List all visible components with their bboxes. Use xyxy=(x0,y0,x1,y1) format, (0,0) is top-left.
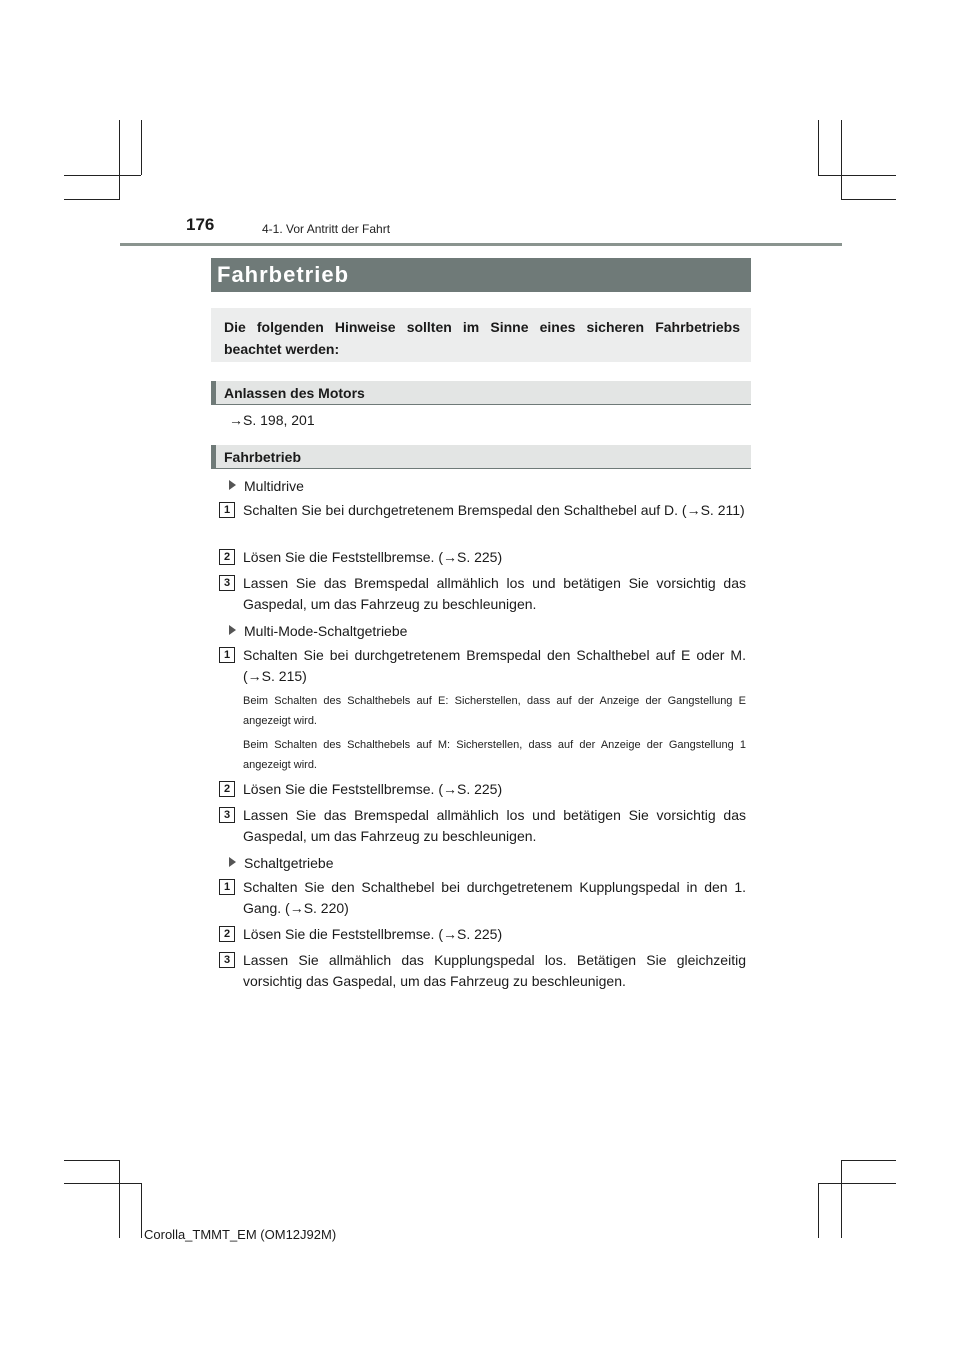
subheading-driving: Fahrbetrieb xyxy=(211,445,751,469)
header-divider xyxy=(120,243,842,246)
crop-mark xyxy=(64,199,119,200)
bullet-multi-mode xyxy=(229,621,407,641)
triangle-bullet-icon xyxy=(229,857,236,867)
crop-mark xyxy=(818,1183,896,1184)
step-number-badge: 2 xyxy=(219,781,235,797)
step-number-badge: 1 xyxy=(219,879,235,895)
crop-mark xyxy=(818,1183,819,1238)
crop-mark xyxy=(141,1183,142,1238)
crop-mark xyxy=(64,175,141,176)
crop-mark xyxy=(818,120,819,175)
step-number-badge: 3 xyxy=(219,807,235,823)
step-number-badge: 1 xyxy=(219,647,235,663)
page-title: Fahrbetrieb xyxy=(211,258,751,292)
step-text: Lassen Sie das Bremspedal allmählich los und betätigen Sie vorsichtig das Gaspedal, um das Fahrzeug zu beschleunigen. xyxy=(243,807,746,844)
crop-mark xyxy=(119,1160,120,1238)
triangle-bullet-icon xyxy=(229,625,236,635)
engine-start-reference: →S. 198, 201 xyxy=(229,412,315,428)
footer-document-id: Corolla_TMMT_EM (OM12J92M) xyxy=(144,1227,337,1242)
intro-text: Die folgenden Hinweise sollten im Sinne eines sicheren Fahrbetriebs beachtet werden: xyxy=(211,308,751,362)
crop-mark xyxy=(841,199,896,200)
bullet-label: Schaltgetriebe xyxy=(244,855,334,871)
step-text: Schalten Sie bei durchgetretenem Bremspedal den Schalthebel auf D. (→S. 211) xyxy=(243,502,745,518)
step-number-badge: 3 xyxy=(219,952,235,968)
crop-mark xyxy=(141,120,142,175)
crop-mark xyxy=(64,1183,141,1184)
triangle-bullet-icon xyxy=(229,480,236,490)
crop-mark xyxy=(64,1160,119,1161)
step-text: Lassen Sie das Bremspedal allmählich los und betätigen Sie vorsichtig das Gaspedal, um das Fahrzeug zu beschleunigen. xyxy=(243,575,746,612)
step-text: Lösen Sie die Feststellbremse. (→S. 225) xyxy=(243,781,503,797)
note-text: Beim Schalten des Schalthebels auf E: Sicherstellen, dass auf der Anzeige der Gangstellung E angezeigt wird. xyxy=(243,695,746,727)
crop-mark xyxy=(841,1160,896,1161)
subheading-engine-start: Anlassen des Motors xyxy=(211,381,751,405)
step-text: Lassen Sie allmählich das Kupplungspedal los. Betätigen Sie gleichzeitig vorsichtig das Gaspedal, um das Fahrzeug zu beschleunigen. xyxy=(243,952,746,989)
step-number-badge: 1 xyxy=(219,502,235,518)
step-text: Schalten Sie den Schalthebel bei durchgetretenem Kupplungspedal in den 1. Gang. (→S. 220) xyxy=(243,879,746,916)
bullet-label: Multi-Mode-Schaltgetriebe xyxy=(244,623,408,639)
bullet-multidrive xyxy=(229,476,304,496)
crop-mark xyxy=(841,120,842,200)
bullet-label: Multidrive xyxy=(244,478,304,494)
crop-mark xyxy=(119,120,120,200)
step-number-badge: 2 xyxy=(219,549,235,565)
note-text: Beim Schalten des Schalthebels auf M: Sicherstellen, dass auf der Anzeige der Gangstellung 1 angezeigt wird. xyxy=(243,739,746,771)
section-reference: 4-1. Vor Antritt der Fahrt xyxy=(262,222,391,236)
step-text: Lösen Sie die Feststellbremse. (→S. 225) xyxy=(243,549,503,565)
step-number-badge: 2 xyxy=(219,926,235,942)
step-text: Lösen Sie die Feststellbremse. (→S. 225) xyxy=(243,926,503,942)
bullet-manual xyxy=(229,853,334,873)
page-number: 176 xyxy=(186,215,215,234)
crop-mark xyxy=(818,175,896,176)
step-number-badge: 3 xyxy=(219,575,235,591)
step-text: Schalten Sie bei durchgetretenem Bremspedal den Schalthebel auf E oder M. (→S. 215) xyxy=(243,647,746,684)
crop-mark xyxy=(841,1160,842,1238)
